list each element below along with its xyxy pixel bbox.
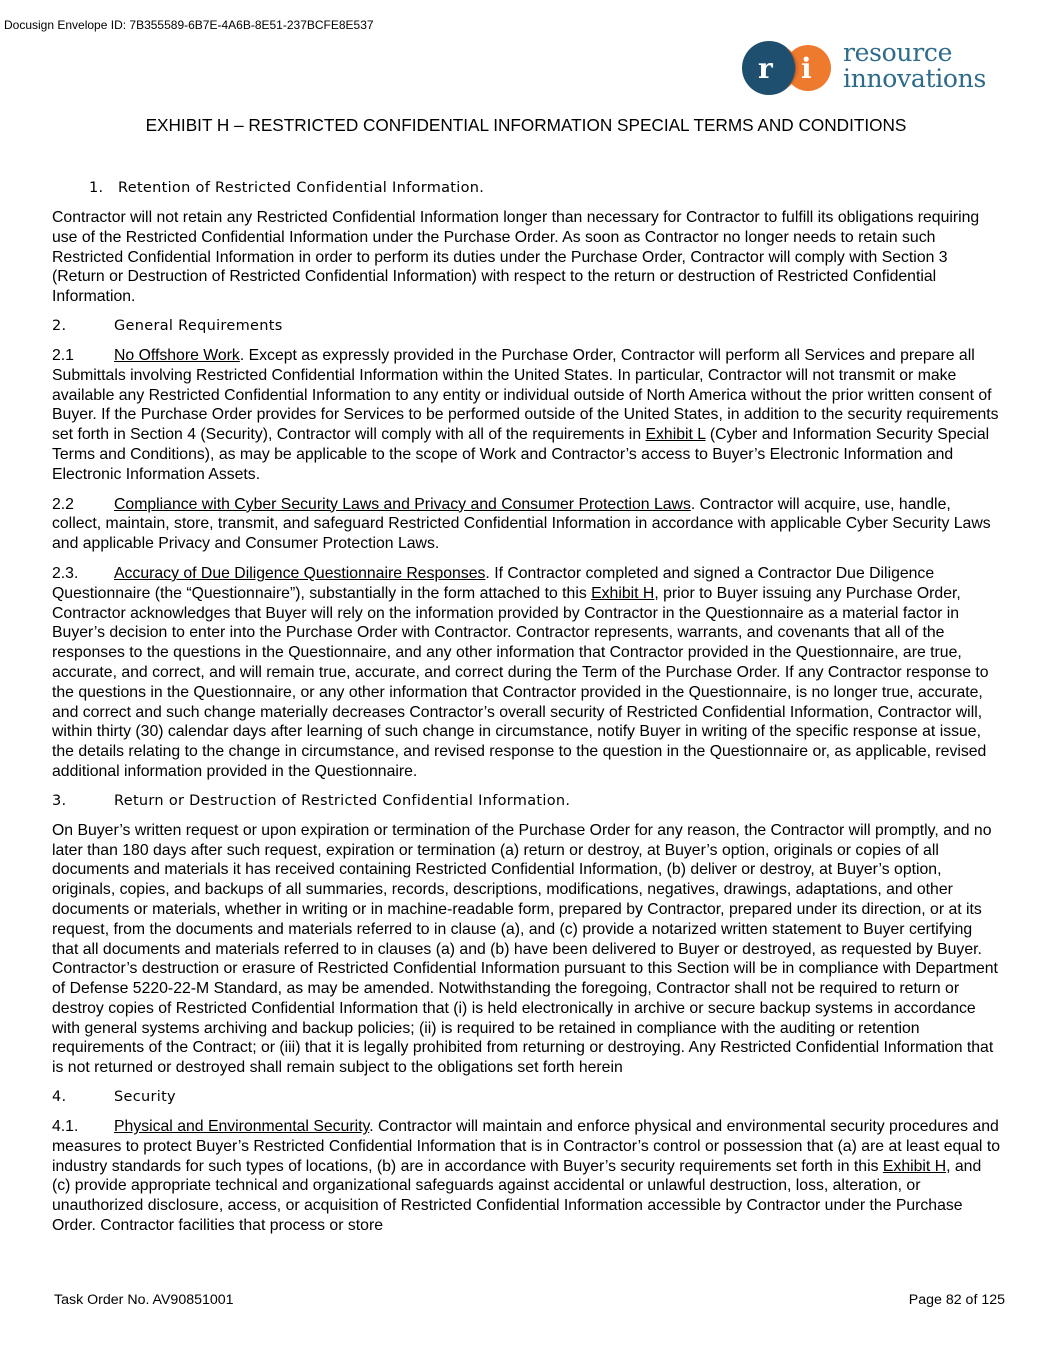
logo-line-1: resource	[843, 38, 953, 67]
section-2-title: General Requirements	[114, 317, 283, 334]
section-2-2-text: . Contractor will acquire, use, handle, collect, maintain, store, transmit, and safeguard Restricted Confidential Information in accordance with applicable Cyber Security Laws and applicable Privacy and Consumer Protection Laws.	[52, 495, 991, 553]
section-4-1-number: 4.1.	[52, 1118, 79, 1136]
exhibit-l-reference: Exhibit L	[645, 426, 706, 444]
section-2-1-paragraph	[52, 346, 1002, 485]
section-2-2-paragraph	[52, 495, 1002, 554]
section-4-number: 4.	[52, 1089, 67, 1106]
section-2-1-text-b: (Cyber and Information Security Special Terms and Conditions), as may be applicable to the scope of Work and Contractor’s access to Buyer’s Electronic Information and Electronic Information Assets.	[52, 426, 990, 483]
svg-text:i: i	[801, 52, 812, 85]
logo-line-2: innovations	[843, 64, 987, 93]
section-2-3-text-a: . If Contractor completed and signed a Contractor Due Diligence Questionnaire (the “Questionnaire”), substantially in the form attached to this	[52, 564, 935, 602]
company-logo	[740, 40, 1015, 96]
section-2-3-number: 2.3.	[52, 564, 79, 582]
section-1-heading	[52, 179, 1002, 198]
section-2-1-title: No Offshore Work	[114, 346, 240, 364]
section-2-3-text-b: , prior to Buyer issuing any Purchase Order, Contractor acknowledges that Buyer will rely on the information provided by Contractor in the Questionnaire as a material factor in Buyer’s decision to enter into the Purchase Order with Contractor. Contractor represents, warrants, and covenants that all of the responses to the questions in the Questionnaire, and any other information that Contractor provided in the Questionnaire, are true, accurate, and correct, and will remain true, accurate, and correct during the Term of the Purchase Order. If any Contractor response to the questions in the Questionnaire, or any other information that Contractor provided in the Questionnaire, is no longer true, accurate, and correct and such change materially decreases Contractor’s overall security of Restricted Confidential Information, Contractor will, within thirty (30) calendar days after learning of such change in circumstance, notify Buyer in writing of the specific response at issue, the details relating to the change in circumstance, and revised response to the question in the Questionnaire or, as applicable, revised additional information provided in the Questionnaire.	[52, 584, 989, 780]
section-2-2-title: Compliance with Cyber Security Laws and Privacy and Consumer Protection Laws	[114, 495, 691, 513]
svg-text:r: r	[758, 52, 773, 85]
section-2-3-title: Accuracy of Due Diligence Questionnaire Responses	[114, 564, 486, 582]
section-1-number: 1.	[89, 180, 104, 196]
section-4-1-title: Physical and Environmental Security	[114, 1118, 370, 1136]
exhibit-h-reference: Exhibit H	[591, 584, 655, 602]
section-2-1-text-a: . Except as expressly provided in the Purchase Order, Contractor will perform all Services and prepare all Submittals involving Restricted Confidential Information within the United States. In particular, Contractor will not transmit or make available any Restricted Confidential Information to any entity or individual outside of North America without the prior written consent of Buyer. If the Purchase Order provides for Services to be performed outside of the United States, in addition to the security requirements set forth in Section 4 (Security), Contractor will comply with all of the requirements in	[52, 346, 999, 444]
section-4-1-paragraph	[52, 1117, 1002, 1236]
section-1-body: Contractor will not retain any Restricted Confidential Information longer than necessary for Contractor to fulfill its obligations requiring use of the Restricted Confidential Information under the Purchase Order. As soon as Contractor no longer needs to retain such Restricted Confidential Information in order to perform its duties under the Purchase Order, Contractor will comply with Section 3 (Return or Destruction of Restricted Confidential Information) with respect to the return or destruction of Restricted Confidential Information.	[52, 209, 980, 306]
section-4-title: Security	[114, 1089, 176, 1106]
envelope-id: Docusign Envelope ID: 7B355589-6B7E-4A6B-8E51-237BCFE8E537	[4, 18, 374, 32]
document-body	[52, 179, 1002, 1236]
section-3-number: 3.	[52, 792, 67, 809]
exhibit-h-reference-2: Exhibit H	[882, 1157, 947, 1175]
footer-task-order: Task Order No. AV90851001	[54, 1292, 234, 1308]
section-2-2-number: 2.2	[52, 495, 74, 513]
section-3-body: On Buyer’s written request or upon expiration or termination of the Purchase Order for any reason, the Contractor will promptly, and no later than 180 days after such request, expiration or termination (a) return or destroy, at Buyer’s option, originals or copies of all documents and materials it has received containing Restricted Confidential Information, (b) deliver or destroy, at Buyer’s option, originals, copies, and backups of all summaries, records, descriptions, modifications, negatives, drawings, adaptations, and other documents or materials, whether in writing or in machine-readable form, prepared by Contractor, prepared under its direction, or at its request, from the documents and materials referred to in clause (a), and (c) provide a notarized written statement to Buyer certifying that all documents and materials referred to in clauses (a) and (b) have been delivered to Buyer or destroyed, as requested by Buyer. Contractor’s destruction or erasure of Restricted Confidential Information pursuant to this Section will be in compliance with Department of Defense 5220-22-M Standard, as may be amended. Notwithstanding the foregoing, Contractor shall not be required to return or destroy copies of Restricted Confidential Information that (i) is held electronically in archive or secure backup systems in accordance with general systems archiving and backup policies; (ii) is required to be retained in compliance with the auditing or retention requirements of the Contract; or (iii) that it is legally prohibited from returning or destroying. Any Restricted Confidential Information that is not returned or destroyed shall remain subject to the obligations set forth herein	[52, 821, 998, 1077]
section-4-1-text-a: . Contractor will maintain and enforce physical and environmental security procedures and measures to protect Buyer’s Restricted Confidential Information that is in Contractor’s control or possession that (a) are at least equal to industry standards for such types of locations, (b) are in accordance with Buyer’s security requirements set forth in this	[52, 1118, 1000, 1175]
section-1-title: Retention of Restricted Confidential Information.	[118, 180, 485, 196]
section-3-title: Return or Destruction of Restricted Confidential Information.	[114, 792, 571, 809]
section-4-heading	[52, 1088, 1002, 1107]
section-2-1-number: 2.1	[52, 346, 74, 364]
logo-mark-icon	[740, 40, 840, 96]
section-4-1-text-b: , and (c) provide appropriate technical and organizational safeguards against accidental or unlawful destruction, loss, alteration, or unauthorized disclosure, access, or acquisition of Restricted Confidential Information accessible by Contractor under the Purchase Order. Contractor facilities that process or store	[52, 1157, 982, 1235]
section-2-number: 2.	[52, 317, 67, 334]
section-3-heading	[52, 792, 1002, 811]
section-2-heading	[52, 317, 1002, 336]
section-2-3-paragraph	[52, 564, 1002, 782]
page-title: EXHIBIT H – RESTRICTED CONFIDENTIAL INFORMATION SPECIAL TERMS AND CONDITIONS	[145, 115, 907, 135]
footer-page-number: Page 82 of 125	[908, 1292, 1005, 1308]
logo-wordmark	[843, 40, 986, 92]
